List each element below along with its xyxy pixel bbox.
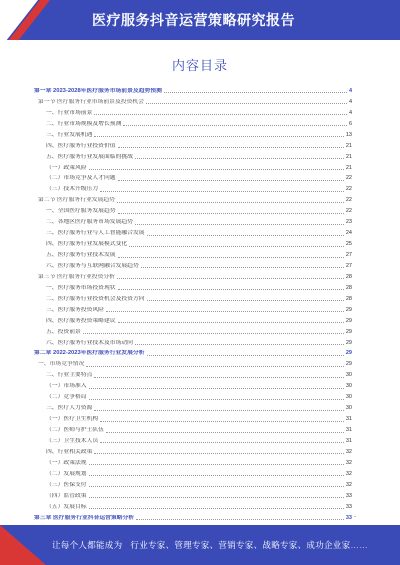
toc-entry[interactable] (34, 445, 352, 456)
toc-entry-text: 四、医疗服务投资策略建议 (46, 317, 116, 324)
toc-leader-dots (135, 224, 344, 225)
toc-leader-dots (89, 497, 344, 498)
toc-entry[interactable] (34, 357, 352, 368)
toc-entry-page: 6 (348, 120, 352, 127)
toc-entry[interactable] (34, 292, 352, 303)
toc-entry-text: 一、医疗服务市场投资现状 (46, 284, 116, 291)
toc-entry[interactable] (34, 303, 352, 314)
toc-leader-dots (118, 322, 344, 323)
report-title: 医疗服务抖音运营策略研究报告 (92, 12, 295, 28)
toc-leader-dots (100, 191, 344, 192)
toc-entry[interactable] (34, 368, 352, 379)
toc-leader-dots (136, 519, 344, 520)
page-footer (0, 525, 400, 565)
toc-leader-dots (135, 344, 344, 345)
toc-entry-page: 31 (345, 427, 352, 433)
toc-entry-text: （一）政策风险 (46, 164, 87, 171)
toc-entry[interactable] (34, 456, 352, 467)
toc-entry-page: 32 (345, 481, 352, 488)
toc-entry-page: 32 (345, 459, 352, 466)
toc-entry-text: 二、行业市场规模及增长预测 (46, 120, 122, 127)
toc-entry[interactable] (34, 281, 352, 292)
toc-leader-dots (118, 180, 344, 181)
toc-leader-dots (94, 410, 343, 411)
toc-leader-dots (118, 147, 344, 148)
toc-entry-page: 23 (345, 219, 352, 226)
toc-leader-dots (89, 508, 344, 509)
toc-entry-page: 30 (345, 405, 352, 412)
page-header (0, 0, 400, 40)
toc-leader-dots (94, 453, 343, 454)
toc-entry-text: 三、医疗人力资源 (46, 405, 93, 412)
toc-entry-text: 四、医疗服务行业投资价值 (46, 142, 116, 149)
toc-entry-page: 27 (345, 262, 352, 269)
toc-leader-dots (118, 289, 344, 290)
footer-slogan-roles: 行业专家、管理专家、营销专家、战略专家、成功企业家 (130, 540, 351, 550)
toc-entry-text: 二、各地区医疗服务市场发展趋势 (46, 219, 133, 226)
toc-entry-page: 32 (345, 448, 352, 455)
toc-entry[interactable] (34, 390, 352, 401)
toc-entry[interactable] (34, 128, 352, 139)
toc-leader-dots (147, 235, 344, 236)
toc-entry-page: 33 (345, 492, 352, 499)
toc-entry-text: （二）市场竞争及人才问题 (46, 175, 116, 182)
toc-entry-text: （三）医保支付 (46, 481, 87, 488)
toc-entry-page: 30 (345, 394, 352, 401)
toc-entry-page: 4 (348, 87, 352, 94)
toc-leader-dots (141, 267, 344, 268)
toc-entry-page: 30 (345, 383, 352, 390)
toc-entry[interactable] (34, 500, 352, 511)
toc-entry[interactable] (34, 139, 352, 150)
toc-entry[interactable] (34, 401, 352, 412)
toc-entry[interactable] (34, 467, 352, 478)
toc-leader-dots (94, 114, 347, 115)
toc-entry-text: （一）市场准入 (46, 383, 87, 390)
toc-entry[interactable] (34, 204, 352, 215)
toc-leader-dots (89, 486, 344, 487)
toc-leader-dots (94, 377, 343, 378)
toc-entry-text: 六、医疗服务行业技术及市场动向 (46, 339, 133, 346)
toc-entry-page: 24 (345, 230, 352, 237)
toc-entry-text: 一、全国医疗服务发展趋势 (46, 208, 116, 215)
toc-entry-page: 31 (345, 416, 352, 423)
toc-leader-dots (89, 388, 344, 389)
toc-entry[interactable] (34, 237, 352, 248)
toc-entry[interactable] (34, 325, 352, 336)
table-of-contents (34, 84, 352, 532)
toc-entry-page: 29 (345, 317, 352, 324)
toc-entry-page: 29 (345, 350, 352, 357)
toc-leader-dots (83, 333, 344, 334)
toc-entry-text: （二）竞争格局 (46, 394, 87, 401)
toc-entry-text: （一）政策法规 (46, 459, 87, 466)
toc-entry-page: 29 (345, 306, 352, 313)
toc-leader-dots (118, 213, 344, 214)
toc-entry-text: 第二节 医疗服务行业发展趋势 (38, 197, 115, 204)
toc-heading: 内容目录 (171, 58, 228, 73)
toc-entry[interactable] (34, 193, 352, 204)
toc-entry-text: 三、医疗服务投资风险 (46, 306, 104, 313)
toc-entry-page: 29 (345, 339, 352, 346)
toc-entry[interactable] (34, 84, 352, 95)
toc-entry-page: 29 (345, 328, 352, 335)
toc-entry-text: （二）发展规划 (46, 470, 87, 477)
toc-entry[interactable] (34, 117, 352, 128)
toc-entry[interactable] (34, 434, 352, 445)
toc-entry[interactable] (34, 215, 352, 226)
toc-entry-text: 五、医疗服务行业发展面临的挑战 (46, 153, 133, 160)
toc-entry[interactable] (34, 336, 352, 347)
toc-entry[interactable] (34, 314, 352, 325)
footer-slogan-lead: 让每个人都能成为 (52, 540, 123, 550)
toc-leader-dots (89, 475, 344, 476)
toc-leader-dots (147, 300, 344, 301)
toc-entry-text: 三、行业发展机遇 (46, 131, 93, 138)
toc-entry-text: 第一节 医疗服务行业市场前景及投资机会 (38, 98, 144, 105)
toc-entry[interactable] (34, 379, 352, 390)
toc-leader-dots (106, 432, 344, 433)
toc-entry-page: 4 (348, 109, 352, 116)
toc-entry[interactable] (34, 226, 352, 237)
toc-leader-dots (129, 246, 344, 247)
toc-entry-page: 22 (345, 208, 352, 215)
toc-entry-page: 33 (345, 514, 352, 521)
toc-entry-page: 28 (345, 295, 352, 302)
toc-entry-page: 28 (345, 273, 352, 280)
toc-leader-dots (135, 158, 344, 159)
toc-leader-dots (118, 257, 344, 258)
toc-leader-dots (89, 399, 344, 400)
toc-entry-page: 31 (345, 437, 352, 444)
toc-entry[interactable] (34, 106, 352, 117)
toc-leader-dots (89, 464, 344, 465)
toc-entry-text: 四、行业相关政策 (46, 448, 93, 455)
toc-entry[interactable] (34, 150, 352, 161)
toc-leader-dots (86, 366, 343, 367)
toc-leader-dots (117, 278, 344, 279)
toc-entry-text: （二）医师与护士队伍 (46, 427, 104, 433)
toc-entry-page: 28 (345, 284, 352, 291)
toc-entry-text: 五、投资前景 (46, 328, 81, 335)
toc-entry[interactable] (34, 412, 352, 423)
toc-entry[interactable] (34, 182, 352, 193)
toc-leader-dots (123, 125, 347, 126)
toc-entry[interactable] (34, 161, 352, 172)
toc-entry[interactable] (34, 95, 352, 106)
toc-leader-dots (89, 169, 344, 170)
page-number-mark: - (354, 514, 356, 520)
toc-leader-dots (106, 311, 344, 312)
toc-entry-text: 三、医疗服务行业与人工智能融合发展 (46, 230, 145, 237)
toc-entry-text: 第二章 2022-2023年医疗服务行业发展分析 (34, 350, 145, 357)
toc-leader-dots (94, 136, 343, 137)
toc-leader-dots (100, 421, 344, 422)
toc-entry-text: 六、医疗服务与互联网融合发展趋势 (46, 262, 139, 269)
toc-entry[interactable] (34, 511, 352, 522)
toc-entry[interactable] (34, 172, 352, 183)
toc-entry-page: 4 (348, 98, 352, 105)
footer-slogan (52, 539, 368, 551)
toc-leader-dots (146, 103, 347, 104)
toc-entry-page: 27 (345, 252, 352, 258)
toc-entry-text: 第三节 医疗服务行业投资分析 (38, 273, 115, 280)
toc-entry-page: 21 (345, 153, 352, 160)
footer-red-triangle (0, 525, 46, 565)
toc-entry-text: 五、医疗服务行业技术发展 (46, 252, 116, 258)
toc-entry-text: 第一章 2023-2028年医疗服务市场前景及趋势预测 (34, 87, 162, 94)
toc-entry-page: 22 (345, 186, 352, 193)
toc-entry[interactable] (34, 347, 352, 358)
toc-entry-page: 22 (345, 197, 352, 204)
toc-entry-page: 30 (345, 372, 352, 379)
toc-entry-page: 21 (345, 142, 352, 149)
toc-leader-dots (100, 442, 344, 443)
toc-entry[interactable] (34, 489, 352, 500)
toc-leader-dots (164, 92, 347, 93)
toc-entry[interactable] (34, 423, 352, 434)
toc-entry-text: （三）卫生技术人员 (46, 437, 99, 444)
toc-entry-page: 13 (345, 131, 352, 138)
toc-entry-text: （三）技术升级压力 (46, 186, 99, 193)
toc-entry-text: 第三章 医疗服务行业抖音运营策略分析 (34, 514, 135, 521)
toc-entry-page: 29 (345, 361, 352, 368)
toc-entry-text: 一、行业市场前景 (46, 109, 93, 116)
toc-entry-text: 二、医疗服务行业投资机会及投资方向 (46, 295, 145, 302)
toc-entry-page: 33 (345, 503, 352, 510)
toc-leader-dots (147, 355, 344, 356)
toc-entry-page: 32 (345, 470, 352, 477)
toc-entry-page: 22 (345, 175, 352, 182)
toc-entry-text: （四）监管政策 (46, 492, 87, 499)
toc-entry-text: （五）发展目标 (46, 503, 87, 510)
toc-entry-text: （一）医疗卫生机构 (46, 416, 99, 423)
toc-entry[interactable] (34, 259, 352, 270)
toc-entry-text: 四、医疗服务行业发展模式变化 (46, 241, 128, 248)
footer-slogan-tail: …… (350, 540, 369, 550)
toc-entry[interactable] (34, 270, 352, 281)
toc-leader-dots (117, 202, 344, 203)
toc-entry-page: 21 (345, 164, 352, 171)
toc-entry[interactable] (34, 478, 352, 489)
toc-entry-text: 二、行业主要特点 (46, 372, 93, 379)
toc-entry-text: 一、市场竞争情况 (38, 361, 85, 368)
toc-entry-page: 25 (345, 241, 352, 248)
toc-entry[interactable] (34, 248, 352, 259)
